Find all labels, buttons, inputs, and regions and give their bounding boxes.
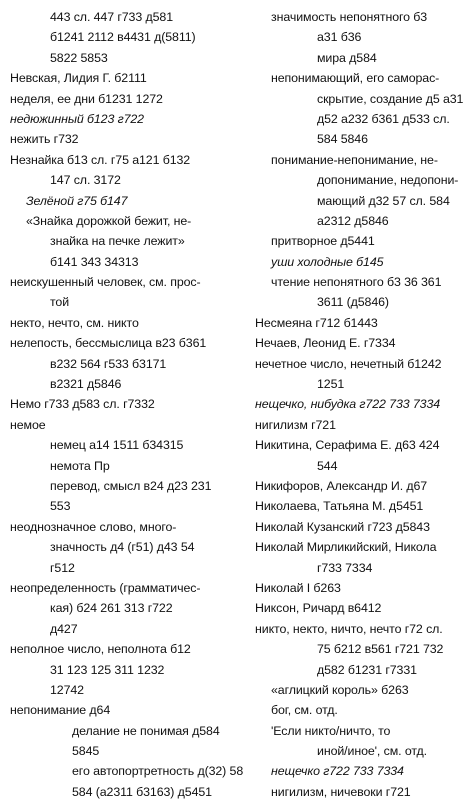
index-entry-line: понимание-непонимание, не- [271,152,438,167]
index-entry-line: д52 а232 б361 д533 сл. [317,111,450,126]
index-entry-line: знайка на печке лежит» [50,234,185,249]
index-entry-line: нелепость, бессмыслица в23 б361 [10,336,207,351]
index-entry-line: Николай Мирликийский, Никола [255,540,437,555]
index-entry-line: 544 [317,458,338,473]
index-entry-line: 553 [50,499,71,514]
index-entry-line: неоднозначное слово, много- [10,519,177,534]
index-entry-line: значимость непонятного б3 [271,10,428,24]
index-entry-line: неопределенность (грамматичес- [10,580,201,595]
index-entry-line: 31 123 125 311 1232 [50,662,165,677]
index-entry-line: немое [10,417,46,432]
index-entry-line: Никифоров, Александр И. д67 [255,478,428,493]
index-entry-line: 1251 [317,377,345,392]
index-entry-line: Незнайка б13 сл. г75 а121 б132 [10,152,191,167]
index-entry-line: неполное число, неполнота б12 [10,642,191,657]
index-entry-line: нигилизм г721 [255,417,336,432]
index-entry-line: непонимающий, его саморас- [271,71,440,86]
index-entry-line: б1241 2112 в4431 д(5811) [50,30,196,45]
index-entry-line: непонимание д64 [10,703,111,718]
index-entry-line: а2312 д5846 [317,213,389,228]
index-entry-line: значность д4 (г51) д43 54 [50,540,195,555]
index-entry-line: Нечаев, Леонид Е. г7334 [255,336,396,351]
index-entry-line: 5822 5853 [50,50,108,65]
index-entry-line: Николаева, Татьяна М. д5451 [255,499,424,514]
index-entry-line: 443 сл. 447 г733 д581 [50,10,173,24]
index-entry-line: нещечко, нибудка г722 733 7334 [255,397,441,412]
index-entry-line: 12742 [50,682,84,697]
index-entry-line: Николай Кузанский г723 д5843 [255,519,430,534]
index-entry-line: немец а14 1511 б34315 [50,438,184,453]
index-entry-line: притворное д5441 [271,234,375,249]
index-entry-line: недюжинный б123 г722 [10,111,144,126]
index-entry-line: мира д584 [317,50,377,65]
index-entry-line: д427 [50,621,78,636]
index-entry-line: Невская, Лидия Г. б2111 [10,71,147,86]
index-entry-line: Никитина, Серафима Е. д63 424 [255,438,440,453]
index-entry-line: д582 б1231 г7331 [317,662,417,677]
index-entry-line: некто, нечто, см. никто [10,315,139,330]
index-entry-line: 147 сл. 3172 [50,173,121,188]
index-entry-line: 5845 [72,744,100,759]
index-entry-line: в2321 д5846 [50,377,122,392]
index-column-left [10,7,250,802]
index-entry-line: той [50,295,70,310]
index-entry-line: кая) б24 261 313 г722 [50,601,173,616]
index-entry-line: чтение непонятного б3 36 361 [271,275,442,290]
index-entry-line: неделя, ее дни б1231 1272 [10,91,163,106]
index-entry-line: немота Пр [50,458,110,473]
index-entry-line: Несмеяна г712 б1443 [255,315,378,330]
index-entry-line: никто, некто, ничто, нечто г72 сл. [255,621,443,636]
index-entry-line: неискушенный человек, см. прос- [10,275,201,290]
index-entry-line: нечетное число, нечетный б1242 [255,356,442,371]
index-entry-line: Николай I б263 [255,580,341,595]
index-entry-line: Никсон, Ричард в6412 [255,601,382,616]
index-entry-line: 'Если никто/ничто, то [271,723,391,738]
index-entry-line: а31 б36 [317,30,362,45]
index-entry-line: «Знайка дорожкой бежит, не- [26,213,192,228]
index-entry-line: Зелёной г75 б147 [26,193,128,208]
index-entry-line: в232 564 г533 б3171 [50,356,167,371]
index-entry-line: нежить г732 [10,132,79,147]
index-column-right [255,7,467,802]
index-entry-line: 584 5846 [317,132,368,147]
index-entry-line: «аглицкий король» б263 [271,682,409,697]
index-entry-line: 3611 (д5846) [317,295,389,310]
index-entry-line: иной/иное', см. отд. [317,744,427,759]
index-entry-line: допонимание, недопони- [317,173,459,188]
index-entry-line: г733 7334 [317,560,373,575]
index-entry-line: г512 [50,560,75,575]
index-entry-line: б141 343 34313 [50,254,139,269]
index-entry-line: нигилизм, ничевоки г721 [271,784,411,799]
index-entry-line: нещечко г722 733 7334 [271,764,404,779]
index-entry-line: мающий д32 57 сл. 584 [317,193,450,208]
index-entry-line: 75 б212 в561 г721 732 [317,642,444,657]
index-entry-line: Немо г733 д583 сл. г7332 [10,397,155,412]
index-entry-line: скрытие, создание д5 а31 [317,91,464,106]
index-entry-line: его автопортретность д(32) 58 [72,764,244,779]
index-entry-line: перевод, смысл в24 д23 231 [50,478,212,493]
index-entry-line: уши холодные б145 [271,254,384,269]
index-entry-line: бог, см. отд. [271,703,338,718]
index-entry-line: 584 (а2311 б3163) д5451 [72,784,212,799]
index-entry-line: делание не понимая д584 [72,723,220,738]
